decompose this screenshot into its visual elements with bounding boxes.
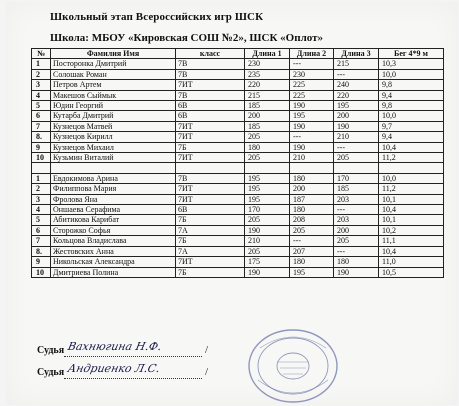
empty-cell (51, 163, 176, 173)
cell-length-2: 208 (290, 215, 334, 225)
cell-name: Кольцова Владислава (51, 236, 176, 246)
cell-length-3: 195 (334, 101, 379, 111)
cell-name: Петров Артем (51, 80, 176, 90)
cell-length-3: --- (334, 142, 379, 152)
cell-run: 9,8 (379, 80, 444, 90)
signature-separator-2: / (205, 366, 209, 378)
cell-number: 6 (32, 111, 51, 121)
cell-number: 2 (32, 69, 51, 79)
cell-length-2: 225 (290, 90, 334, 100)
cell-length-3: 185 (334, 184, 379, 194)
signature-line-1 (64, 356, 202, 358)
cell-class: 7ИТ (176, 121, 245, 131)
cell-run: 11,2 (379, 153, 444, 163)
cell-number: 1 (32, 173, 51, 183)
cell-length-2: 205 (290, 225, 334, 235)
cell-length-3: --- (334, 69, 379, 79)
header-run: Бег 4*9 м (379, 49, 444, 59)
cell-number: 8. (32, 132, 51, 142)
cell-length-1: 190 (245, 267, 290, 277)
cell-number: 3 (32, 194, 51, 204)
school-stamp (238, 318, 344, 404)
cell-length-3: 200 (334, 111, 379, 121)
cell-length-2: 200 (290, 184, 334, 194)
cell-length-1: 215 (245, 90, 290, 100)
cell-number: 10 (32, 153, 51, 163)
cell-length-3: 200 (334, 225, 379, 235)
cell-length-2: 195 (290, 267, 334, 277)
cell-length-1: 205 (245, 153, 290, 163)
table-row (32, 80, 444, 90)
cell-length-1: 170 (245, 205, 290, 215)
cell-length-3: 240 (334, 80, 379, 90)
cell-run: 10,5 (379, 267, 444, 277)
cell-class: 7ИТ (176, 194, 245, 204)
cell-class: 7ИТ (176, 132, 245, 142)
table-row (32, 69, 444, 79)
cell-number: 4 (32, 205, 51, 215)
cell-length-1: 185 (245, 121, 290, 131)
cell-length-2: --- (290, 59, 334, 69)
cell-name: Солошак Роман (51, 69, 176, 79)
table-row (32, 59, 444, 69)
table-header-row (32, 49, 444, 59)
cell-name: Фролова Яна (51, 194, 176, 204)
cell-length-3: 190 (334, 121, 379, 131)
cell-length-3: 205 (334, 153, 379, 163)
cell-run: 10,0 (379, 111, 444, 121)
cell-name: Юдин Георгий (51, 101, 176, 111)
cell-length-3: 180 (334, 257, 379, 267)
cell-length-2: 180 (290, 257, 334, 267)
cell-run: 10,1 (379, 215, 444, 225)
cell-length-3: 170 (334, 173, 379, 183)
cell-name: Оншаева Серафима (51, 205, 176, 215)
table-row (32, 267, 444, 277)
cell-name: Кузьмин Виталий (51, 153, 176, 163)
cell-run: 10,3 (379, 59, 444, 69)
cell-length-2: 190 (290, 121, 334, 131)
cell-length-3: 205 (334, 236, 379, 246)
cell-run: 10,0 (379, 69, 444, 79)
cell-length-1: 175 (245, 257, 290, 267)
cell-length-2: 187 (290, 194, 334, 204)
cell-class: 7ИТ (176, 80, 245, 90)
judge-signature-1: Вахнюгина Н.Ф. (66, 340, 163, 353)
judge-signature-2: Андриенко Л.С. (66, 362, 162, 375)
table-row (32, 90, 444, 100)
header-class: класс (176, 49, 245, 59)
cell-class: 6В (176, 111, 245, 121)
cell-class: 7В (176, 59, 245, 69)
header-length-3: Длина 3 (334, 49, 379, 59)
signature-line-2 (64, 378, 202, 380)
cell-number: 7 (32, 236, 51, 246)
cell-class: 7ИТ (176, 184, 245, 194)
cell-number: 8. (32, 246, 51, 256)
cell-length-1: 205 (245, 132, 290, 142)
table-row (32, 184, 444, 194)
cell-number: 3 (32, 80, 51, 90)
cell-class: 7А (176, 225, 245, 235)
empty-cell (176, 163, 245, 173)
cell-number: 4 (32, 90, 51, 100)
empty-cell (334, 163, 379, 173)
cell-number: 2 (32, 184, 51, 194)
cell-name: Евдокимова Арина (51, 173, 176, 183)
table-row (32, 132, 444, 142)
empty-cell (32, 163, 51, 173)
cell-class: 7Б (176, 267, 245, 277)
cell-class: 7Б (176, 215, 245, 225)
cell-name: Дмитриева Полина (51, 267, 176, 277)
table-row (32, 215, 444, 225)
cell-run: 10,4 (379, 246, 444, 256)
cell-name: Никольская Александра (51, 257, 176, 267)
cell-number: 5 (32, 101, 51, 111)
cell-class: 7ИТ (176, 257, 245, 267)
header-number: № (32, 49, 51, 59)
table-row (32, 194, 444, 204)
cell-run: 9,7 (379, 121, 444, 131)
cell-length-1: 185 (245, 101, 290, 111)
empty-cell (379, 163, 444, 173)
empty-cell (290, 163, 334, 173)
results-table (31, 48, 444, 278)
school-line: Школа: МБОУ «Кировская СОШ №2», ШСК «Оплот» (50, 32, 323, 44)
cell-length-3: 220 (334, 90, 379, 100)
cell-length-1: 200 (245, 111, 290, 121)
cell-run: 9,4 (379, 90, 444, 100)
cell-length-3: 190 (334, 267, 379, 277)
cell-run: 10,2 (379, 225, 444, 235)
cell-length-3: 203 (334, 215, 379, 225)
table-row (32, 101, 444, 111)
cell-number: 9 (32, 257, 51, 267)
cell-length-1: 230 (245, 59, 290, 69)
cell-run: 10,4 (379, 205, 444, 215)
cell-length-2: 195 (290, 111, 334, 121)
cell-length-2: --- (290, 132, 334, 142)
cell-length-3: --- (334, 205, 379, 215)
empty-cell (245, 163, 290, 173)
cell-name: Кузнецов Кирилл (51, 132, 176, 142)
cell-number: 9 (32, 142, 51, 152)
results-table-body (32, 59, 444, 278)
table-row (32, 111, 444, 121)
cell-name: Филиппова Мария (51, 184, 176, 194)
header-name: Фамилия Имя (51, 49, 176, 59)
table-spacer-row (32, 163, 444, 173)
cell-run: 11,0 (379, 257, 444, 267)
cell-length-3: --- (334, 246, 379, 256)
cell-class: 7Б (176, 236, 245, 246)
judge-label-2: Судья (37, 367, 65, 378)
cell-length-1: 205 (245, 246, 290, 256)
cell-name: Макешов Сыймык (51, 90, 176, 100)
cell-name: Кутарба Дмитрий (51, 111, 176, 121)
cell-name: Жестовских Анна (51, 246, 176, 256)
cell-class: 7Б (176, 142, 245, 152)
cell-class: 7В (176, 90, 245, 100)
cell-length-1: 180 (245, 142, 290, 152)
cell-length-2: 225 (290, 80, 334, 90)
cell-length-3: 203 (334, 194, 379, 204)
cell-length-2: 190 (290, 101, 334, 111)
cell-number: 5 (32, 215, 51, 225)
cell-class: 7В (176, 173, 245, 183)
header-length-1: Длина 1 (245, 49, 290, 59)
cell-run: 9,4 (379, 132, 444, 142)
cell-class: 7А (176, 246, 245, 256)
cell-number: 7 (32, 121, 51, 131)
cell-run: 11,1 (379, 236, 444, 246)
table-row (32, 246, 444, 256)
cell-class: 6В (176, 101, 245, 111)
signature-separator-1: / (205, 344, 209, 356)
document-title: Школьный этап Всероссийских игр ШСК (50, 11, 264, 23)
cell-run: 10,0 (379, 173, 444, 183)
cell-length-1: 210 (245, 236, 290, 246)
cell-length-1: 195 (245, 173, 290, 183)
table-row (32, 173, 444, 183)
cell-name: Кузнецов Матвей (51, 121, 176, 131)
table-row (32, 257, 444, 267)
cell-number: 1 (32, 59, 51, 69)
cell-length-2: 180 (290, 205, 334, 215)
cell-length-1: 195 (245, 194, 290, 204)
table-row (32, 225, 444, 235)
cell-length-1: 220 (245, 80, 290, 90)
table-row (32, 236, 444, 246)
header-length-2: Длина 2 (290, 49, 334, 59)
cell-length-2: --- (290, 236, 334, 246)
cell-length-1: 235 (245, 69, 290, 79)
judge-label-1: Судья (37, 345, 65, 356)
cell-run: 11,2 (379, 184, 444, 194)
table-row (32, 142, 444, 152)
cell-run: 9,8 (379, 101, 444, 111)
cell-length-2: 230 (290, 69, 334, 79)
cell-run: 10,4 (379, 142, 444, 152)
cell-length-1: 195 (245, 184, 290, 194)
cell-class: 6В (176, 205, 245, 215)
cell-length-2: 190 (290, 142, 334, 152)
cell-name: Абитикова Карибат (51, 215, 176, 225)
cell-class: 7В (176, 69, 245, 79)
cell-length-1: 190 (245, 225, 290, 235)
cell-length-1: 205 (245, 215, 290, 225)
cell-length-3: 215 (334, 59, 379, 69)
cell-name: Сторожко Софья (51, 225, 176, 235)
cell-length-2: 207 (290, 246, 334, 256)
cell-run: 10,1 (379, 194, 444, 204)
cell-number: 10 (32, 267, 51, 277)
cell-class: 7ИТ (176, 153, 245, 163)
cell-length-2: 180 (290, 173, 334, 183)
cell-name: Кузнецов Михаил (51, 142, 176, 152)
cell-length-3: 210 (334, 132, 379, 142)
cell-length-2: 210 (290, 153, 334, 163)
cell-number: 6 (32, 225, 51, 235)
cell-name: Посторонка Дмитрий (51, 59, 176, 69)
table-row (32, 153, 444, 163)
table-row (32, 205, 444, 215)
table-row (32, 121, 444, 131)
